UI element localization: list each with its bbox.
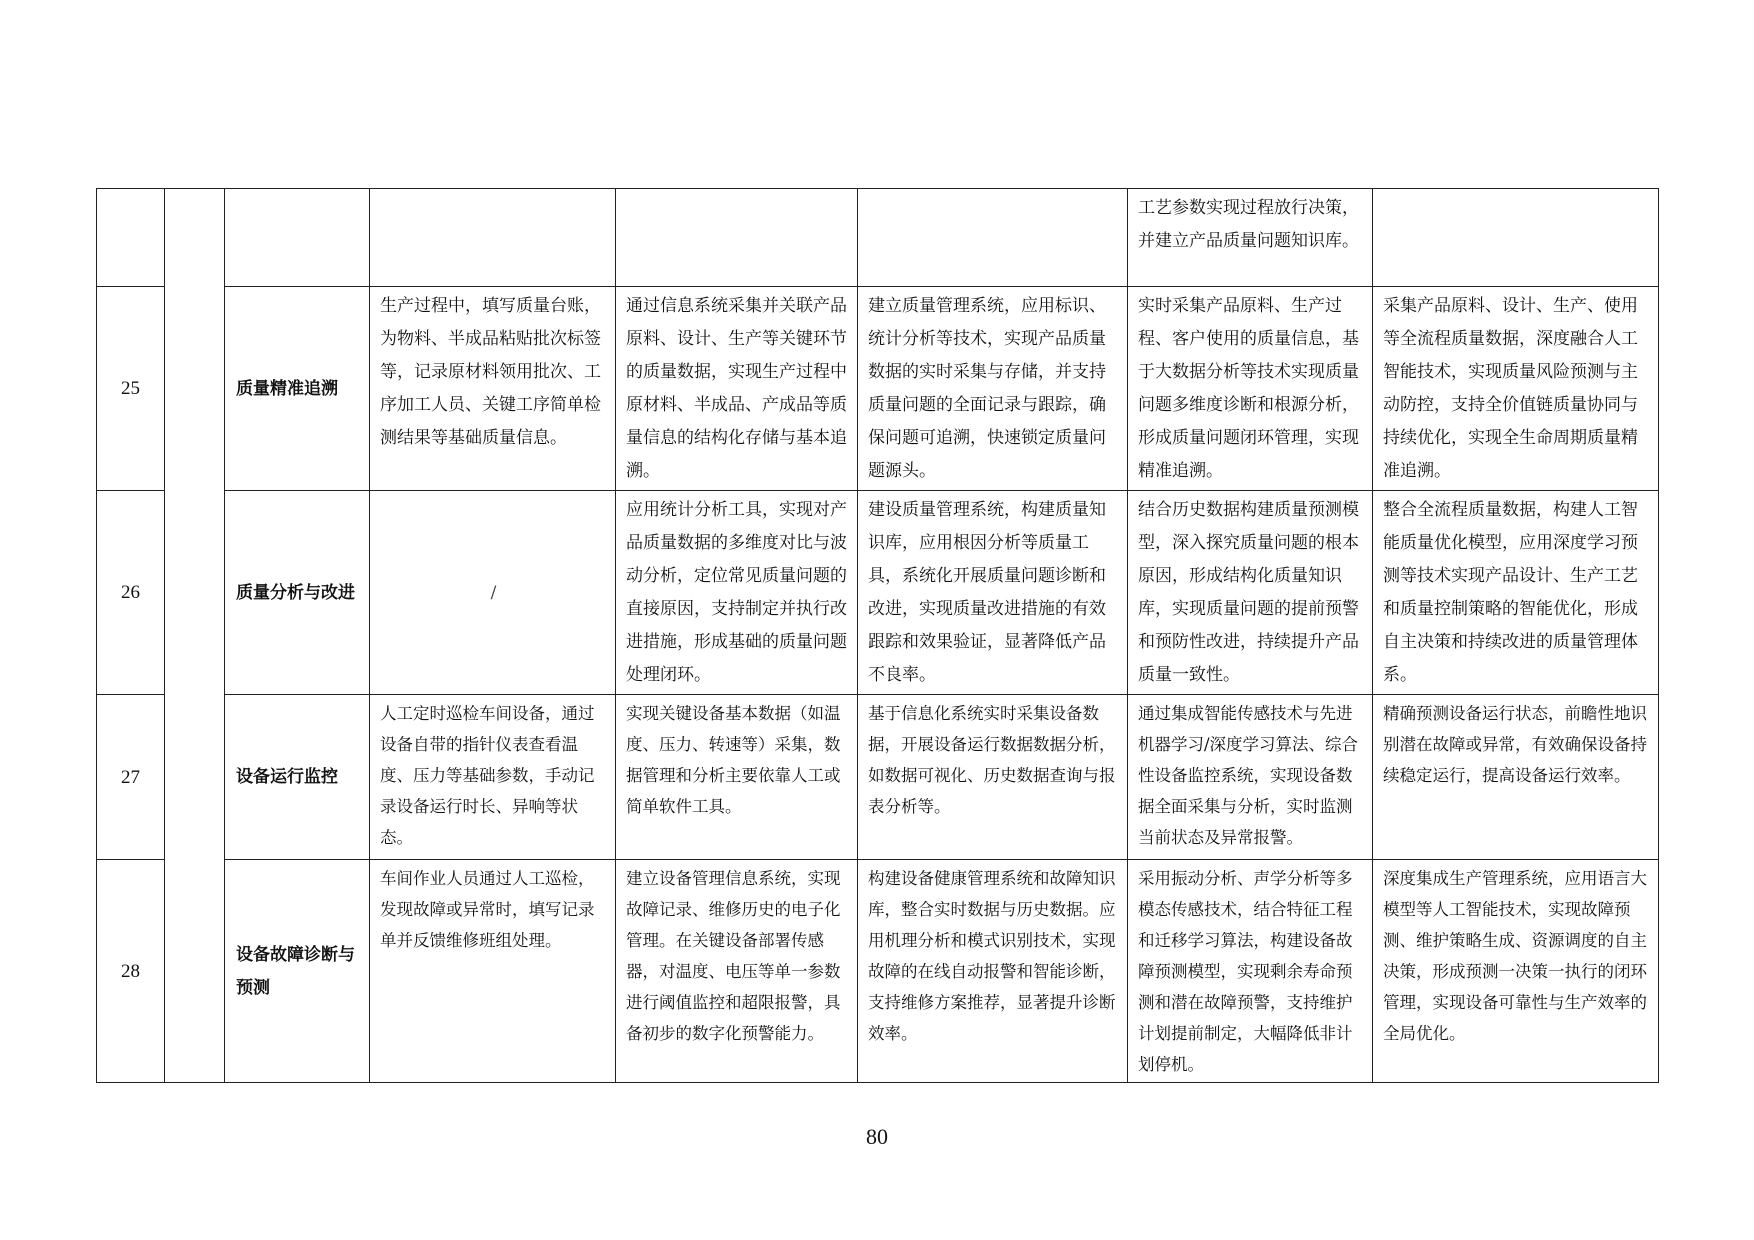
level-5-cell: 采集产品原料、设计、生产、使用等全流程质量数据，深度融合人工智能技术，实现质量风险预测与主动防控，支持全价值链质量协同与持续优化，实现全生命周期质量精准追溯。 xyxy=(1373,287,1659,491)
item-name xyxy=(225,189,370,287)
table-row xyxy=(97,860,1659,1083)
level-1-cell xyxy=(370,189,616,287)
level-2-cell: 建立设备管理信息系统，实现故障记录、维修历史的电子化管理。在关键设备部署传感器，对温度、电压等单一参数进行阈值监控和超限报警，具备初步的数字化预警能力。 xyxy=(616,860,858,1083)
row-number: 26 xyxy=(97,491,165,695)
level-3-cell: 基于信息化系统实时采集设备数据，开展设备运行数据数据分析，如数据可视化、历史数据查询与报表分析等。 xyxy=(858,695,1128,860)
level-1-cell: 人工定时巡检车间设备，通过设备自带的指针仪表查看温度、压力等基础参数，手动记录设备运行时长、异响等状态。 xyxy=(370,695,616,860)
level-5-cell: 整合全流程质量数据，构建人工智能质量优化模型，应用深度学习预测等技术实现产品设计、生产工艺和质量控制策略的智能优化，形成自主决策和持续改进的质量管理体系。 xyxy=(1373,491,1659,695)
level-3-cell: 建设质量管理系统，构建质量知识库，应用根因分析等质量工具，系统化开展质量问题诊断和改进，实现质量改进措施的有效跟踪和效果验证，显著降低产品不良率。 xyxy=(858,491,1128,695)
table-row xyxy=(97,189,1659,287)
level-3-cell: 建立质量管理系统，应用标识、统计分析等技术，实现产品质量数据的实时采集与存储，并支持质量问题的全面记录与跟踪，确保问题可追溯，快速锁定质量问题源头。 xyxy=(858,287,1128,491)
category-cell xyxy=(165,189,225,1083)
level-2-cell: 通过信息系统采集并关联产品原料、设计、生产等关键环节的质量数据，实现生产过程中原材料、半成品、产成品等质量信息的结构化存储与基本追溯。 xyxy=(616,287,858,491)
level-4-cell: 通过集成智能传感技术与先进机器学习/深度学习算法、综合性设备监控系统，实现设备数据全面采集与分析，实时监测当前状态及异常报警。 xyxy=(1128,695,1373,860)
page-number: 80 xyxy=(866,1124,888,1149)
level-1-cell: 生产过程中，填写质量台账，为物料、半成品粘贴批次标签等，记录原材料领用批次、工序加工人员、关键工序简单检测结果等基础质量信息。 xyxy=(370,287,616,491)
level-4-cell: 采用振动分析、声学分析等多模态传感技术，结合特征工程和迁移学习算法，构建设备故障预测模型，实现剩余寿命预测和潜在故障预警，支持维护计划提前制定，大幅降低非计划停机。 xyxy=(1128,860,1373,1083)
level-2-cell: 应用统计分析工具，实现对产品质量数据的多维度对比与波动分析，定位常见质量问题的直接原因，支持制定并执行改进措施，形成基础的质量问题处理闭环。 xyxy=(616,491,858,695)
level-5-cell: 精确预测设备运行状态，前瞻性地识别潜在故障或异常，有效确保设备持续稳定运行，提高设备运行效率。 xyxy=(1373,695,1659,860)
table-row xyxy=(97,287,1659,491)
level-4-cell: 工艺参数实现过程放行决策，并建立产品质量问题知识库。 xyxy=(1128,189,1373,287)
maturity-table xyxy=(96,188,1659,1083)
table-row xyxy=(97,491,1659,695)
level-1-cell: / xyxy=(370,491,616,695)
level-1-cell: 车间作业人员通过人工巡检，发现故障或异常时，填写记录单并反馈维修班组处理。 xyxy=(370,860,616,1083)
item-name: 设备运行监控 xyxy=(225,695,370,860)
table-row xyxy=(97,695,1659,860)
row-number: 27 xyxy=(97,695,165,860)
level-5-cell xyxy=(1373,189,1659,287)
level-2-cell: 实现关键设备基本数据（如温度、压力、转速等）采集，数据管理和分析主要依靠人工或简单软件工具。 xyxy=(616,695,858,860)
item-name: 质量分析与改进 xyxy=(225,491,370,695)
level-4-cell: 实时采集产品原料、生产过程、客户使用的质量信息，基于大数据分析等技术实现质量问题多维度诊断和根源分析，形成质量问题闭环管理，实现精准追溯。 xyxy=(1128,287,1373,491)
item-name: 质量精准追溯 xyxy=(225,287,370,491)
item-name: 设备故障诊断与预测 xyxy=(225,860,370,1083)
level-4-cell: 结合历史数据构建质量预测模型，深入探究质量问题的根本原因，形成结构化质量知识库，实现质量问题的提前预警和预防性改进，持续提升产品质量一致性。 xyxy=(1128,491,1373,695)
level-3-cell: 构建设备健康管理系统和故障知识库，整合实时数据与历史数据。应用机理分析和模式识别技术，实现故障的在线自动报警和智能诊断，支持维修方案推荐，显著提升诊断效率。 xyxy=(858,860,1128,1083)
row-number: 25 xyxy=(97,287,165,491)
level-2-cell xyxy=(616,189,858,287)
row-number xyxy=(97,189,165,287)
row-number: 28 xyxy=(97,860,165,1083)
level-3-cell xyxy=(858,189,1128,287)
level-5-cell: 深度集成生产管理系统，应用语言大模型等人工智能技术，实现故障预测、维护策略生成、资源调度的自主决策，形成预测一决策一执行的闭环管理，实现设备可靠性与生产效率的全局优化。 xyxy=(1373,860,1659,1083)
